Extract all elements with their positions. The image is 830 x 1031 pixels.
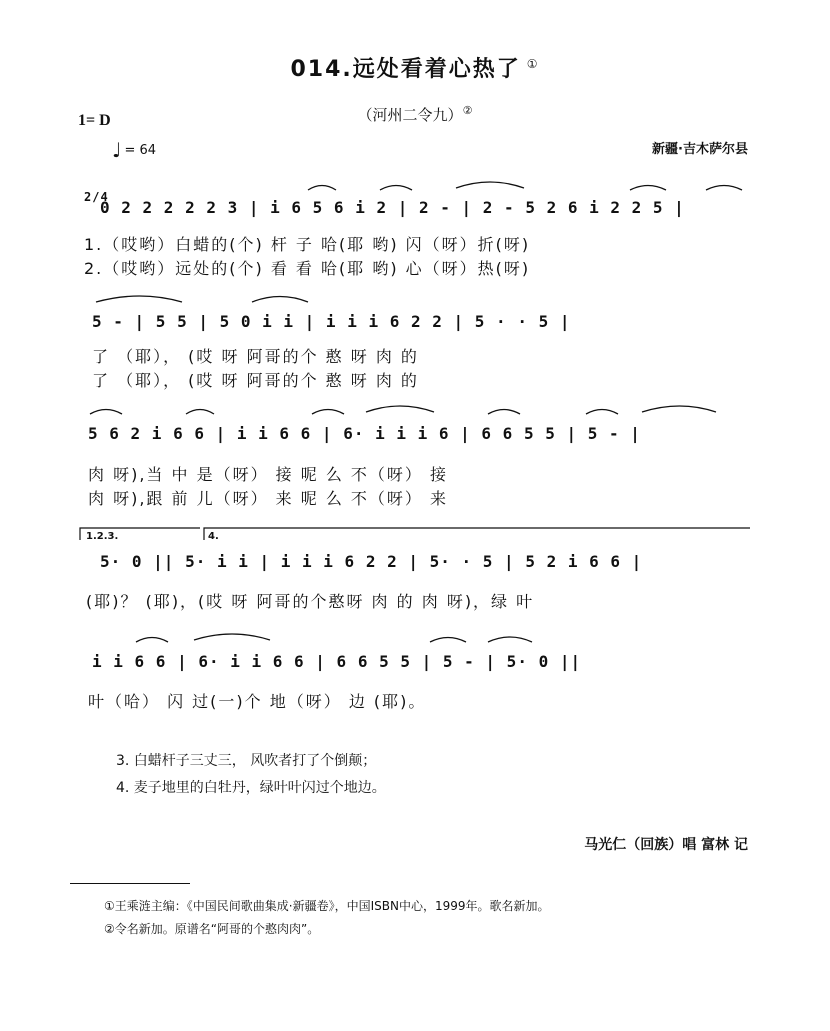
notation-line-4: 5· 0 || 5· i i | i i i 6 2 2 | 5· · 5 | 5 2 i 6 6 | (100, 552, 643, 571)
slur-arc (430, 638, 466, 643)
key-signature: 1= D (78, 112, 111, 129)
first-ending-bracket (80, 528, 200, 540)
slur-arc (456, 182, 524, 188)
fourth-ending-label: 4. (208, 531, 219, 542)
notation-line-2: 5 - | 5 5 | 5 0 i i | i i i 6 2 2 | 5 · · 5 | (92, 312, 571, 331)
slur-arc (488, 637, 532, 642)
song-title: 014.远处看着心热了 ① (290, 56, 540, 82)
slur-arc (90, 410, 122, 415)
slur-arc (194, 634, 270, 640)
time-signature: 2/4 (84, 190, 109, 204)
lyric-line-5: 叶（哈） 闪 过(一)个 地（呀） 边 (耶)。 (88, 692, 427, 711)
notation-line-3: 5 6 2 i 6 6 | i i 6 6 | 6· i i i 6 | 6 6 5 5 | 5 - | (88, 424, 641, 443)
song-subtitle: （河州二令九）② (357, 104, 473, 124)
slur-arc (136, 638, 168, 643)
slur-arc (380, 186, 412, 191)
performer-credit: 马光仁（回族）唱 富林 记 (584, 837, 748, 853)
slur-arc (630, 186, 666, 191)
slur-arc (252, 297, 308, 303)
slur-arc (488, 410, 520, 415)
region-label: 新疆·吉木萨尔县 (652, 142, 748, 157)
slur-arc (366, 406, 434, 412)
slur-arc (308, 186, 336, 191)
lyric-line-1-verse-1: 1.（哎哟）白蜡的(个) 杆 子 哈(耶 哟) 闪（呀）折(呀) (84, 235, 531, 254)
slur-arc (186, 410, 214, 415)
notation-line-5: i i 6 6 | 6· i i 6 6 | 6 6 5 5 | 5 - | 5· 0 || (92, 652, 582, 671)
lyric-line-3-verse-1: 肉 呀),当 中 是（呀） 接 呢 么 不（呀） 接 (88, 465, 449, 484)
slur-arc (642, 406, 716, 412)
subtitle-footnote-ref: ② (462, 104, 473, 117)
verse-4: 4. 麦子地里的白牡丹，绿叶叶闪过个地边。 (116, 780, 386, 796)
tempo-marking: ♩ = 64 (112, 138, 157, 162)
footnote-1: ①王乘涟主编：《中国民间歌曲集成·新疆卷》，中国ISBN中心，1999年。歌名新加。 (104, 899, 550, 913)
title-footnote-ref: ① (526, 56, 540, 71)
lyric-line-2-verse-1: 了 （耶）， (哎 呀 阿哥的个 憨 呀 肉 的 (92, 347, 419, 366)
slur-arc (96, 296, 182, 302)
footnote-2: ②令名新加。原谱名“阿哥的个憨肉肉”。 (104, 922, 320, 936)
lyric-line-4: (耶)？ (耶)，(哎 呀 阿哥的个憨呀 肉 的 肉 呀)，绿 叶 (86, 592, 535, 611)
slur-arc (706, 186, 742, 191)
slur-arc (586, 410, 618, 415)
notation-line-1: 0 2 2 2 2 2 3 | i 6 5 6 i 2 | 2 - | 2 - 5 2 6 i 2 2 5 | (100, 198, 685, 217)
verse-3: 3. 白蜡杆子三丈三， 风吹者打了个倒颠； (116, 753, 377, 769)
lyric-line-2-verse-2: 了 （耶）， (哎 呀 阿哥的个 憨 呀 肉 的 (92, 371, 419, 390)
fourth-ending-bracket (204, 528, 750, 540)
lyric-line-3-verse-2: 肉 呀),跟 前 儿（呀） 来 呢 么 不（呀） 来 (88, 489, 449, 508)
first-ending-label: 1.2.3. (86, 531, 119, 542)
lyric-line-1-verse-2: 2.（哎哟）远处的(个) 看 看 哈(耶 哟) 心（呀）热(呀) (84, 259, 531, 278)
slur-arc (312, 410, 344, 415)
quarter-note-icon: ♩ (112, 138, 122, 162)
